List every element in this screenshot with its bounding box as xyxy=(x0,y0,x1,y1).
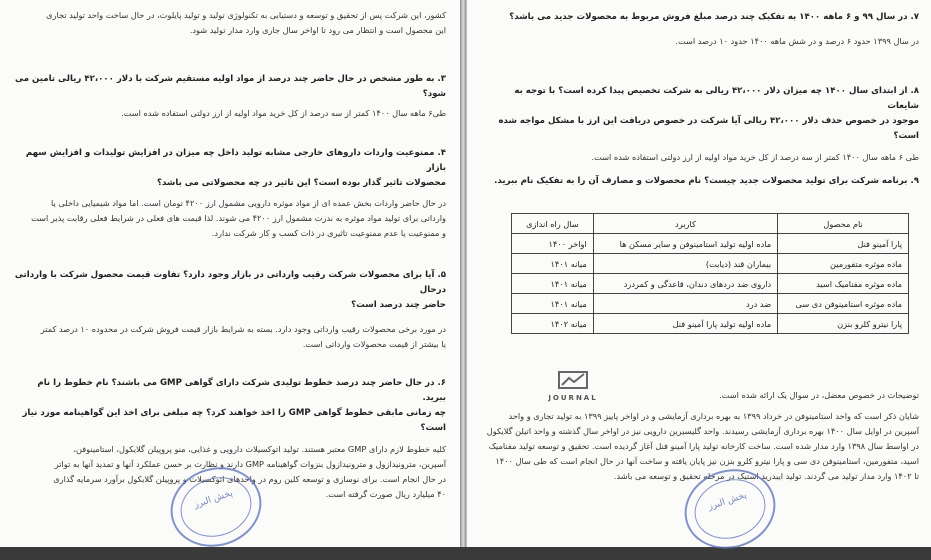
cell-launch-year: میانه ۱۴۰۱ xyxy=(512,294,594,314)
stamp-text: پخش البرز xyxy=(192,488,235,511)
header-product-name: نام محصول xyxy=(778,214,909,234)
cell-launch-year: اواخر ۱۴۰۰ xyxy=(512,234,594,254)
answer-text: وارداتی برای تولید مواد موثره به ندرت مشمول ارز ۴۲۰۰ می شوند. لذا قیمت های فعلی در شرایط فعلی رقابت پذیر است xyxy=(31,213,446,223)
cell-application: ضد درد xyxy=(593,294,777,314)
stamp-text: پخش البرز xyxy=(706,490,749,513)
question-8 xyxy=(483,84,919,165)
notes-line: شایان ذکر است که واحد استامینوفن در خرداد ۱۳۹۹ به بهره برداری آزمایشی و در اواخر پاییز ۱۳۹۹ به تولید تجاری و واحد xyxy=(508,411,919,421)
cell-application: ماده اولیه تولید استامینوفن و سایر مسکن ها xyxy=(593,234,777,254)
question-text: حاضر چند درصد است؟ xyxy=(351,300,446,310)
table-row xyxy=(512,274,909,294)
answer-text: در سال ۱۳۹۹ حدود ۶ درصد و در شش ماهه ۱۴۰۰ حدود ۱۰ درصد است. xyxy=(675,36,919,46)
notes-line: تا ۱۴۰۲ وارد مدار تولید می گردند. تولید ایبدرید استیک در مرحله تحقیق و توسعه می باشد. xyxy=(613,471,919,481)
answer-text: در مورد برخی محصولات رقیب وارداتی وجود دارد. بسته به شرایط بازار قیمت فروش شرکت در محدوده ۱۰ درصد کمتر xyxy=(40,324,446,334)
answer-text: آسپرین، مترونیدازول و مترونیدازول بنزوات گواهینامه GMP دارند و نظارت بر حسن عملکرد آنها و تمدید آنها به تواتر xyxy=(54,459,446,469)
table-row xyxy=(512,314,909,334)
cell-product-name: ماده موثره مفنامیک اسید xyxy=(778,274,909,294)
header-application: کاربرد xyxy=(593,214,777,234)
left-page xyxy=(0,0,460,547)
notes-title: توضیحات در خصوص معضل، در سوال یک ارائه شده است. xyxy=(719,390,919,400)
question-text: ۷. در سال ۹۹ و ۶ ماهه ۱۴۰۰ به تفکیک چند درصد مبلغ فروش مربوط به محصولات جدید می باشد؟ xyxy=(509,12,919,22)
question-5 xyxy=(12,268,446,352)
journal-logo xyxy=(538,370,608,412)
question-text: ۵. آیا برای محصولات شرکت رقیب وارداتی در بازار وجود دارد؟ تفاوت قیمت محصول شرکت با وارداتی درحال xyxy=(14,270,446,295)
logo-text: JOURNAL xyxy=(548,394,598,402)
question-text: چه زمانی مابقی خطوط گواهی GMP را اخذ خواهند کرد؟ چه مبلغی برای اخذ این گواهینامه مورد نیاز است؟ xyxy=(22,408,446,433)
cell-launch-year: میانه ۱۴۰۱ xyxy=(512,274,594,294)
cell-application: بیماران قند (دیابت) xyxy=(593,254,777,274)
question-text: ۸. از ابتدای سال ۱۴۰۰ چه میزان دلار ۴۲،۰۰۰ ریالی به شرکت تخصیص پیدا کرده است؟ با توجه به شایعات xyxy=(514,86,919,111)
intro-paragraph xyxy=(12,8,446,38)
question-4 xyxy=(12,146,446,241)
cell-launch-year: میانه ۱۴۰۱ xyxy=(512,254,594,274)
answer-text: یا بیشتر از قیمت محصولات وارداتی است. xyxy=(302,339,446,349)
header-launch-year: سال راه اندازی xyxy=(512,214,594,234)
cell-product-name: ماده موثره استامینوفن دی سی xyxy=(778,294,909,314)
answer-text: در حال حاضر واردات بخش عمده ای از مواد موثره دارویی مشمول ارز ۴۲۰۰ تومان است. اما مواد شیمیایی داخلی یا xyxy=(51,198,446,208)
question-text: ۴. ممنوعیت واردات داروهای خارجی مشابه تولید داخل چه میزان در افزایش تولیدات و افزایش سهم بازار xyxy=(25,148,446,173)
cell-application: ماده اولیه تولید پارا آمینو فنل xyxy=(593,314,777,334)
notes-line: اسید، متفورمین، استامینوفن دی سی و پارا نیترو کلرو بنزن نیز پایان یافته و ساخت آنها در حال انجام است که طی سال ۱۴۰۰ xyxy=(495,456,919,466)
cell-product-name: پارا نیترو کلرو بنزن xyxy=(778,314,909,334)
new-products-table xyxy=(511,213,909,334)
notes-line: آسپرین در اوایل سال ۱۴۰۰ بهره برداری آزمایشی رسیدند. واحد گلیسیرین دارویی نیز در اواخر سال گذشته و واحد اتیلن گلایکول xyxy=(486,426,919,436)
answer-text: طی۶ ماهه سال ۱۴۰۰ کمتر از سه درصد از کل خرید مواد اولیه از ارز دولتی استفاده شده است. xyxy=(121,108,446,118)
intro-line: کشور، این شرکت پس از تحقیق و توسعه و دستیابی به تکنولوژی تولید و تولید پایلوت، در حال ساخت واحد تولید تجاری xyxy=(46,10,446,20)
question-text: ۳. به طور مشخص در حال حاضر چند درصد از مواد اولیه مستقیم شرکت با دلار ۴۲،۰۰۰ ریالی تامین می شود؟ xyxy=(15,74,446,99)
answer-text: کلیه خطوط لازم دارای GMP معتبر هستند. تولید اتوکسیلات دارویی و غذایی، منو پروپیلن گلایکول، استامینوفن، xyxy=(73,444,446,454)
question-text: محصولات تاثیر گذار بوده است؟ این تاثیر در چه محصولاتی می باشد؟ xyxy=(156,178,446,188)
question-text: موجود در خصوص حذف دلار ۴۲،۰۰۰ ریالی آیا شرکت در خصوص دریافت این ارز با مشکل مواجه شده است؟ xyxy=(498,116,919,141)
table-row xyxy=(512,294,909,314)
cell-application: داروی ضد دردهای دندان، قاعدگی و کمردرد xyxy=(593,274,777,294)
table-row xyxy=(512,254,909,274)
right-page xyxy=(466,0,931,547)
logo-mark-icon xyxy=(556,370,590,394)
question-9 xyxy=(483,174,919,189)
answer-text: طی ۶ ماهه سال ۱۴۰۰ کمتر از سه درصد از کل خرید مواد اولیه از ارز دولتی استفاده شده است. xyxy=(591,152,919,162)
table-header-row xyxy=(512,214,909,234)
cell-product-name: ماده موثره متفورمین xyxy=(778,254,909,274)
cell-product-name: پارا آمینو فنل xyxy=(778,234,909,254)
table-row xyxy=(512,234,909,254)
cell-launch-year: میانه ۱۴۰۲ xyxy=(512,314,594,334)
question-text: ۶. در حال حاضر چند درصد خطوط تولیدی شرکت دارای گواهی GMP می باشند؟ نام خطوط را نام ببرید. xyxy=(37,378,446,403)
question-7 xyxy=(483,10,919,49)
answer-text: در حال انجام است. برای نوسازی و توسعه کلین روم در واحدهای اتوکسیلات و پروپیلن گلایکول برآورد سرمایه گذاری xyxy=(53,474,446,484)
question-text: ۹. برنامه شرکت برای تولید محصولات جدید چیست؟ نام محصولات و مصارف آن را به تفکیک نام ببرید. xyxy=(494,176,919,186)
question-3 xyxy=(12,72,446,121)
answer-text: و ممنوعیت یا عدم ممنوعیت تاثیری در ذات کسب و کار شرکت ندارد. xyxy=(211,228,446,238)
intro-line: این محصول است و انتظار می رود تا اواخر سال جاری وارد مدار تولید شود. xyxy=(189,25,446,35)
notes-line: در اواسط سال ۱۳۹۸ وارد مدار شده است. ساخت کارخانه تولید پارا آمینو فنل آغاز گردیده است. تحقیق و توسعه تولید مفنامیک xyxy=(488,441,919,451)
answer-text: ۴۰ میلیارد ریال صورت گرفته است. xyxy=(325,489,446,499)
